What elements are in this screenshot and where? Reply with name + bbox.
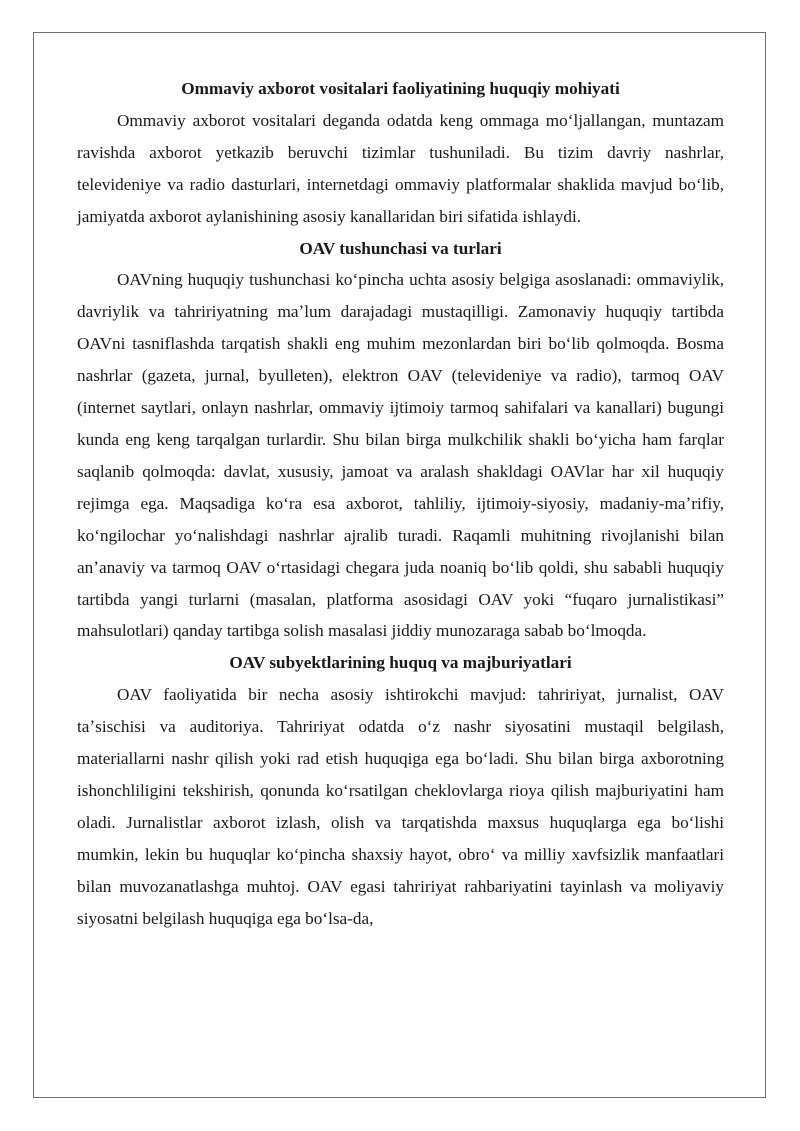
document-title: Ommaviy axborot vositalari faoliyatining huquqiy mohiyati: [181, 79, 620, 98]
section-paragraph-rights-duties: OAV faoliyatida bir necha asosiy ishtirokchi mavjud: tahririyat, jurnalist, OAV taʼsischisi va auditoriya. Tahririyat odatda oʻz nashr siyosatini mustaqil belgilash, materiallarni nashr qilish yoki rad etish huquqiga ega boʻladi. Shu bilan birga axborotning ishonchliligini tekshirish, qonunda koʻrsatilgan cheklovlarga rioya qilish majburiyatini ham oladi. Jurnalistlar axborot izlash, olish va tarqatishda maxsus huquqlarga ega boʻlishi mumkin, lekin bu huquqlar koʻpincha shaxsiy hayot, obroʻ va milliy xavfsizlik manfaatlari bilan muvozanatlashga muhtoj. OAV egasi tahririyat rahbariyatini tayinlash va moliyaviy siyosatni belgilash huquqiga ega boʻlsa-da,: [77, 685, 724, 928]
section-heading-oav-types: OAV tushunchasi va turlari: [299, 238, 502, 258]
section-heading-rights-duties: OAV subyektlarining huquq va majburiyatlari: [229, 653, 572, 673]
document-body: [77, 73, 724, 934]
intro-paragraph: Ommaviy axborot vositalari deganda odatda keng ommaga moʻljallangan, muntazam ravishda axborot yetkazib beruvchi tizimlar tushuniladi. Bu tizim davriy nashrlar, televideniye va radio dasturlari, internetdagi ommaviy platformalar shaklida mavjud boʻlib, jamiyatda axborot aylanishining asosiy kanallaridan biri sifatida ishlaydi.: [77, 110, 724, 226]
section-paragraph-oav-types: OAVning huquqiy tushunchasi koʻpincha uchta asosiy belgiga asoslanadi: ommaviylik, davriylik va tahririyatning maʼlum darajadagi mustaqilligi. Zamonaviy huquqiy tartibda OAVni tasniflashda tarqatish shakli eng muhim mezonlardan biri boʻlib qolmoqda. Bosma nashrlar (gazeta, jurnal, byulleten), elektron OAV (televideniye va radio), tarmoq OAV (internet saytlari, onlayn nashrlar, ommaviy ijtimoiy tarmoq sahifalari va kanallari) bugungi kunda eng keng tarqalgan turlardir. Shu bilan birga mulkchilik shakli boʻyicha ham farqlar saqlanib qolmoqda: davlat, xususiy, jamoat va aralash shakldagi OAVlar har xil huquqiy rejimga ega. Maqsadiga koʻra esa axborot, tahliliy, ijtimoiy-siyosiy, madaniy-maʼrifiy, koʻngilochar yoʻnalishdagi nashrlar ajralib turadi. Raqamli muhitning rivojlanishi bilan anʼanaviy va tarmoq OAV oʻrtasidagi chegara juda noaniq boʻlib qoldi, shu sababli huquqiy tartibda yangi turlarni (masalan, platforma asosidagi OAV yoki “fuqaro jurnalistikasi” mahsulotlari) qanday tartibga solish masalasi jiddiy munozaraga sabab boʻlmoqda.: [77, 270, 724, 641]
